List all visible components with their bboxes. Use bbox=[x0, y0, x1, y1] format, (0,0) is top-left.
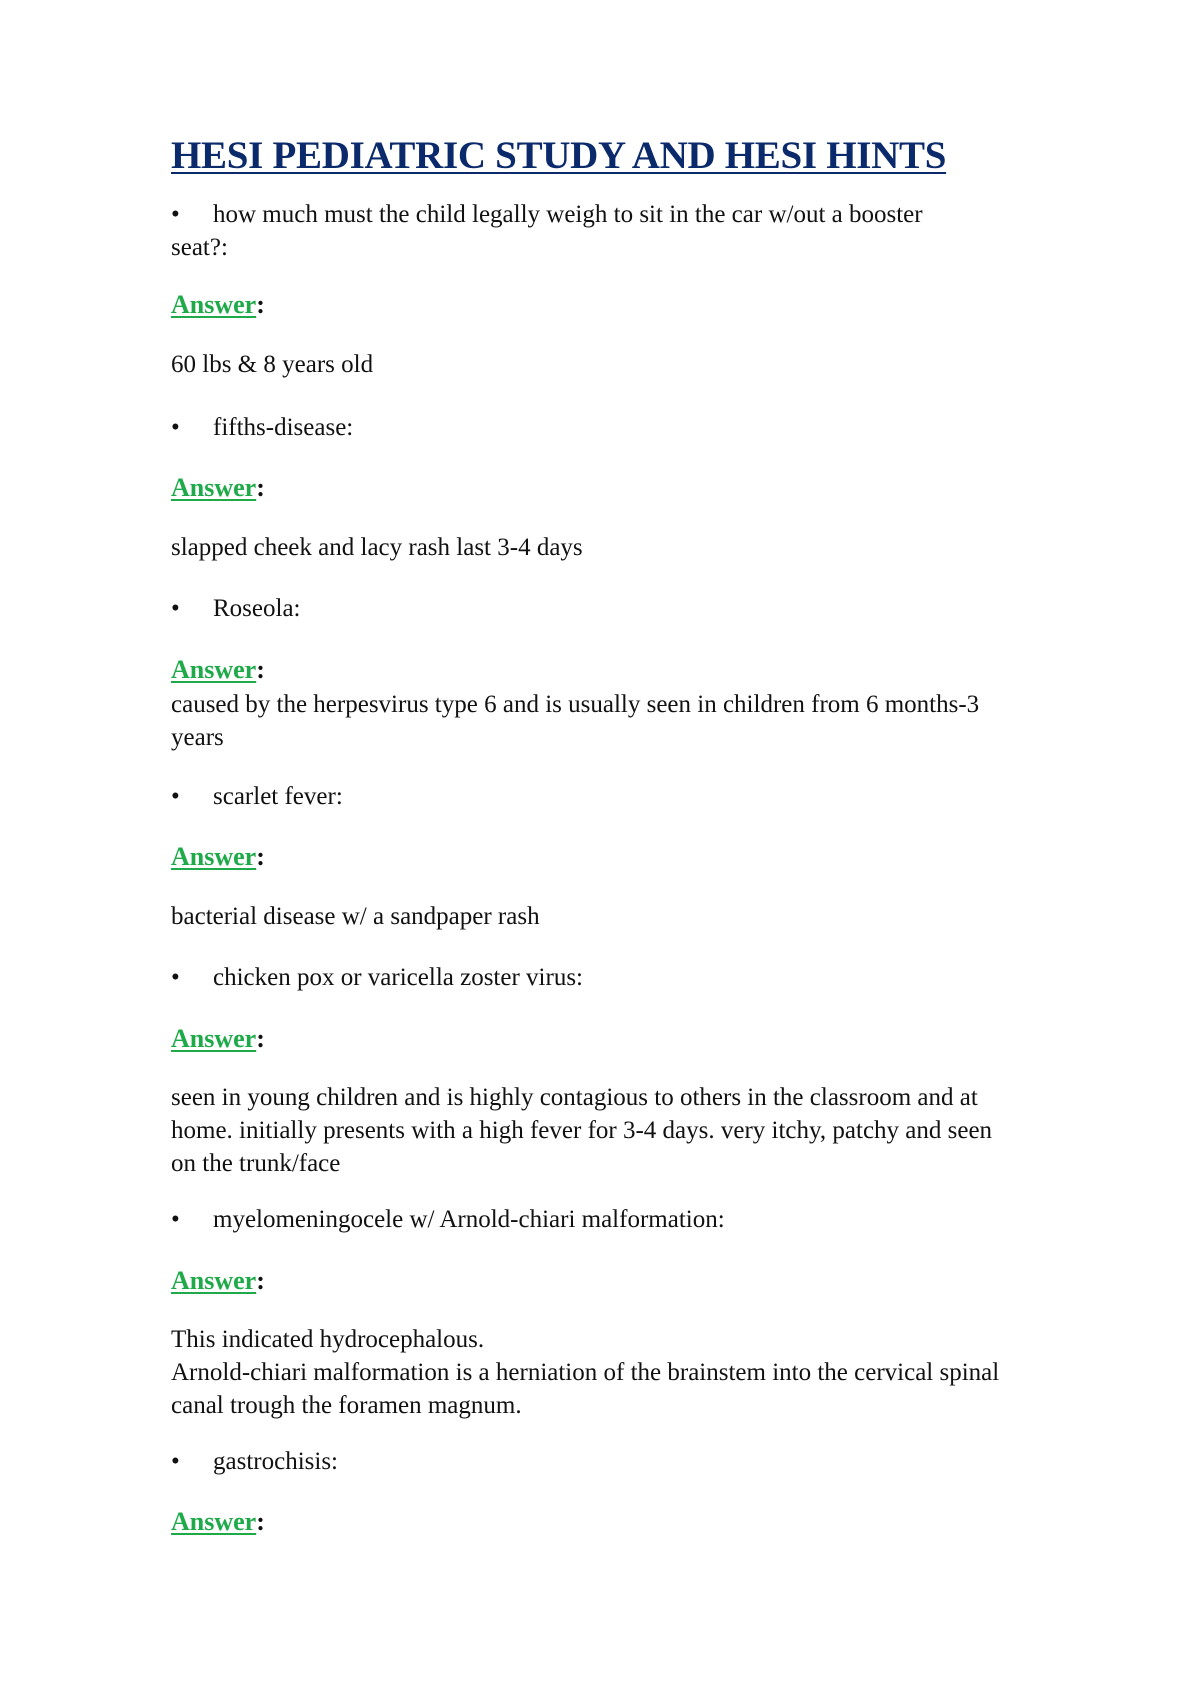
question-item bbox=[171, 780, 1163, 813]
answer-label: Answer: bbox=[171, 842, 265, 871]
answer-label: Answer: bbox=[171, 473, 265, 502]
question-item bbox=[171, 592, 1163, 625]
question-text: gastrochisis: bbox=[213, 1448, 338, 1475]
question-text: Roseola: bbox=[213, 595, 301, 622]
question-text: chicken pox or varicella zoster virus: bbox=[213, 964, 583, 991]
question-text-continued: seat?: bbox=[171, 234, 228, 261]
answer-label: Answer: bbox=[171, 290, 265, 319]
bullet-icon: • bbox=[171, 201, 180, 228]
question-item bbox=[171, 198, 1163, 264]
bullet-icon: • bbox=[171, 595, 180, 622]
answer-label: Answer: bbox=[171, 655, 265, 684]
answer-text: seen in young children and is highly contagious to others in the classroom and at home. initially presents with a high fever for 3-4 days. very itchy, patchy and seen on the trunk/face bbox=[171, 1084, 993, 1177]
question-text: fifths-disease: bbox=[213, 414, 354, 441]
answer-text: 60 lbs & 8 years old bbox=[171, 351, 374, 378]
answer-text: caused by the herpesvirus type 6 and is usually seen in children from 6 months-3 years bbox=[171, 691, 980, 751]
answer-text: slapped cheek and lacy rash last 3-4 days bbox=[171, 534, 583, 561]
question-item bbox=[171, 961, 1163, 994]
question-item bbox=[171, 411, 1163, 444]
question-text: how much must the child legally weigh to sit in the car w/out a booster bbox=[213, 201, 923, 228]
question-item bbox=[171, 1203, 1163, 1236]
question-text: scarlet fever: bbox=[213, 783, 343, 810]
answer-text: This indicated hydrocephalous. Arnold-chiari malformation is a herniation of the brainstem into the cervical spinal canal trough the foramen magnum. bbox=[171, 1326, 1000, 1419]
answer-label: Answer: bbox=[171, 1266, 265, 1295]
answer-text: bacterial disease w/ a sandpaper rash bbox=[171, 903, 540, 930]
bullet-icon: • bbox=[171, 1448, 180, 1475]
bullet-icon: • bbox=[171, 1206, 180, 1233]
page-title: HESI PEDIATRIC STUDY AND HESI HINTS bbox=[171, 134, 947, 177]
bullet-icon: • bbox=[171, 414, 180, 441]
answer-label: Answer: bbox=[171, 1507, 265, 1536]
bullet-icon: • bbox=[171, 964, 180, 991]
question-text: myelomeningocele w/ Arnold-chiari malformation: bbox=[213, 1206, 725, 1233]
question-item bbox=[171, 1445, 1163, 1478]
answer-label: Answer: bbox=[171, 1024, 265, 1053]
bullet-icon: • bbox=[171, 783, 180, 810]
